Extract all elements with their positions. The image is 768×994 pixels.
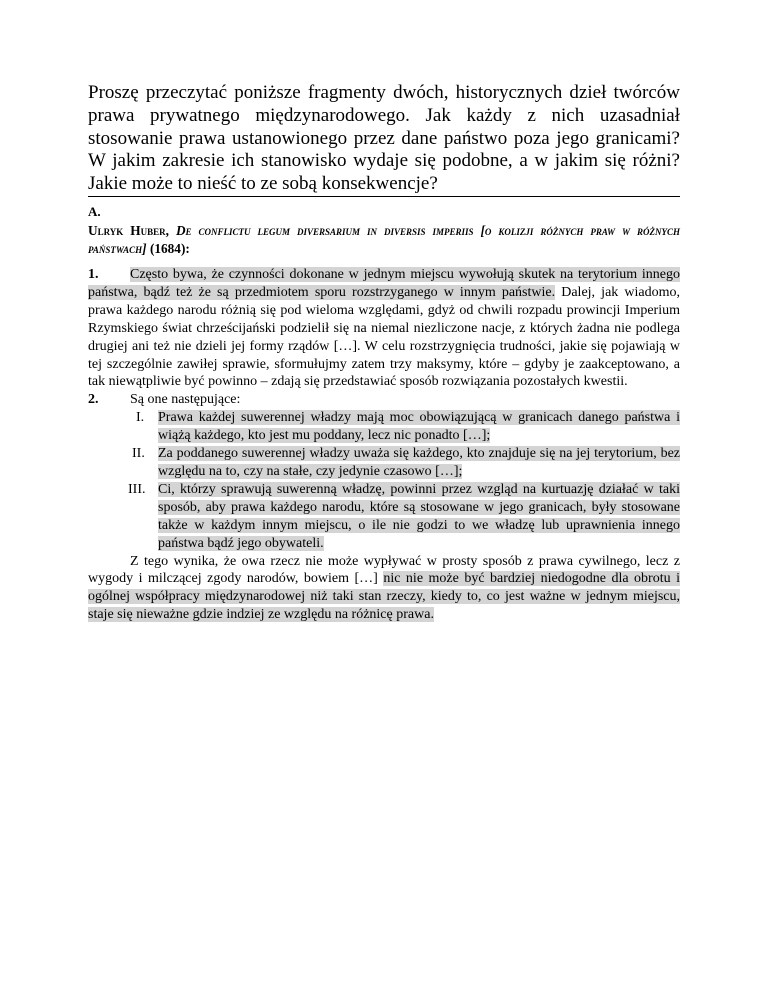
intro-question: Proszę przeczytać poniższe fragmenty dwóch, historycznych dzieł twórców prawa prywatnego międzynarodowego. Jak każdy z nich uzasadniał stosowanie prawa ustanowionego przez dane państwo poza jego granicami? W jakim zakresie ich stanowisko wydaje się podobne, a w jakim się różni? Jakie może to nieść to ze sobą konsekwencje? — [88, 82, 680, 195]
highlighted-text: Często bywa, że czynności dokonane w jednym miejscu wywołują skutek na terytorium innego państwa, bądź też że są przedmiotem sporu rozstrzyganego w innym państwie. — [88, 267, 680, 300]
paragraph-3 — [88, 553, 680, 625]
highlighted-text: Ci, którzy sprawują suwerenną władzę, powinni przez wzgląd na kurtuazję działać w taki sposób, aby prawa każdego narodu, które są stosowane w jego granicach, były stosowane także w każdym innym miejscu, o ile nie godzi to we władzę lub uprawnienia innego państwa bądź jego obywateli. — [158, 481, 680, 551]
maxims-list — [88, 409, 680, 552]
list-item-number: II. — [132, 446, 145, 462]
citation — [88, 222, 680, 258]
paragraph-2 — [88, 391, 680, 409]
section-divider — [88, 196, 680, 197]
paragraph-number: 1. — [88, 267, 99, 282]
citation-year: (1684): — [149, 241, 190, 256]
paragraph-text: Dalej, jak wiadomo, prawa każdego narodu różnią się pod wieloma względami, gdyż od chwili rozpadu prowincji Imperium Rzymskiego świat chrześcijański podzielił się na niemal niezliczone nacje, z których żadna nie podlega drugiej ani też nie dzieli jej formy rządów […]. W celu rozstrzygnięcia trudności, jakie się pojawiają w tej szczególnie zawiłej sprawie, sformułujmy zatem trzy maksymy, które – gdyby je zaakceptowano, a tak niewątpliwie być powinno – zdają się przedstawiać sposób rozwiązania pozostałych kwestii. — [88, 284, 681, 390]
excerpt-body — [88, 266, 680, 624]
section-label: A. — [88, 204, 101, 219]
paragraph-text: Z tego wynika, że owa rzecz nie może wypływać w prosty sposób z prawa cywilnego, lecz z wygody i milczącej zgody narodów, bowiem […] — [88, 553, 680, 587]
highlighted-text: Za poddanego suwerennej władzy uważa się każdego, kto znajduje się na jej terytorium, bez względu na to, czy na stałe, czy jedynie czasowo […]; — [158, 446, 680, 479]
list-item — [128, 481, 680, 553]
citation-author: Ulryk Huber, — [88, 223, 169, 238]
paragraph-text: Są one następujące: — [130, 392, 241, 408]
list-item — [136, 409, 680, 445]
list-item-number: I. — [136, 410, 145, 426]
paragraph-1 — [88, 266, 680, 391]
highlighted-text: nic nie może być bardziej niedogodne dla obrotu i ogólnej współpracy międzynarodowej niż taki stan rzeczy, kiedy to, co jest ważne w jednym miejscu, staje się nieważne gdzie indziej ze względu na różnicę prawa. — [88, 571, 680, 623]
list-item-number: III. — [128, 481, 146, 497]
paragraph-number: 2. — [88, 392, 99, 408]
list-item — [132, 445, 680, 481]
highlighted-text: Prawa każdej suwerennej władzy mają moc obowiązującą w granicach danego państwa i wiążą każdego, kto jest mu poddany, lecz nic ponadto […]; — [158, 410, 680, 444]
citation-title: De conflictu legum diversarium in diversis imperiis [o kolizji różnych praw w różnych państwach] — [88, 223, 680, 256]
